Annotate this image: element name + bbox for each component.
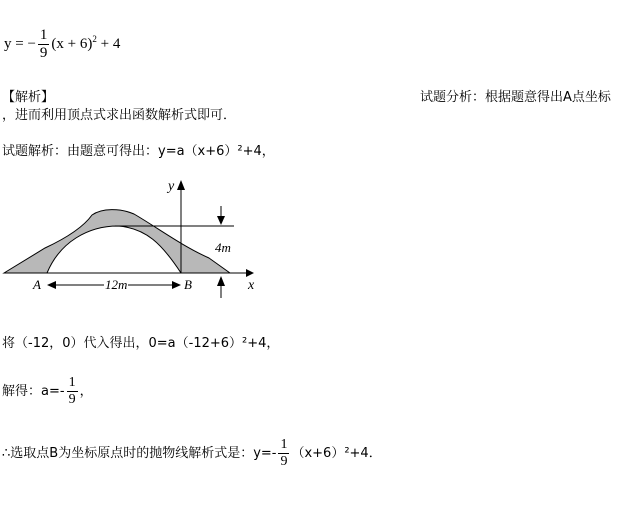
width-arrow-left [47,281,56,289]
point-a-label: A [33,277,41,292]
formula-lhs: y = − [4,35,36,52]
solve-step [2,376,93,407]
solution-line1: 试题解析：由题意可得出：y=a（x+6）²+4， [2,144,275,159]
conclusion-prefix: ∴选取点B为坐标原点时的抛物线解析式是：y=- [2,446,277,461]
width-arrow-right [172,281,181,289]
top-formula [4,28,120,61]
shaded-band [4,210,230,273]
height-arrow-bottom-head [217,276,225,286]
conclusion-suffix: （x+6）²+4． [291,446,382,461]
formula-denominator: 9 [39,45,48,61]
y-axis-arrow [177,180,185,190]
point-b-label: B [184,277,192,292]
width-label: 12m [105,277,128,292]
formula-fraction [38,28,50,61]
solve-fraction [67,376,78,407]
height-label: 4m [215,240,231,255]
solve-denominator: 9 [68,392,76,407]
formula-exponent: 2 [92,33,97,44]
conclusion [2,438,382,469]
solve-numerator: 1 [68,375,76,390]
formula-numerator: 1 [39,27,48,43]
x-axis-label: x [248,278,255,293]
x-axis-arrow [246,269,254,277]
conclusion-denominator: 9 [280,454,288,469]
solve-prefix: 解得：a=- [2,384,65,399]
substitution-step: 将（-12，0）代入得出，0=a（-12+6）²+4， [2,336,280,351]
bridge-diagram [0,172,270,300]
analysis-title: 【解析】 [2,90,55,105]
formula-tail: + 4 [96,35,121,52]
solve-suffix: ， [79,384,93,399]
formula-mid: (x + 6) [51,35,93,52]
conclusion-numerator: 1 [280,437,288,452]
analysis-line2: ，进而利用顶点式求出函数解析式即可． [2,108,237,123]
conclusion-fraction [278,438,289,469]
analysis-right-text: 试题分析：根据题意得出A点坐标 [420,90,611,105]
y-axis-label: y [168,179,175,194]
height-arrow-top-head [217,216,225,225]
